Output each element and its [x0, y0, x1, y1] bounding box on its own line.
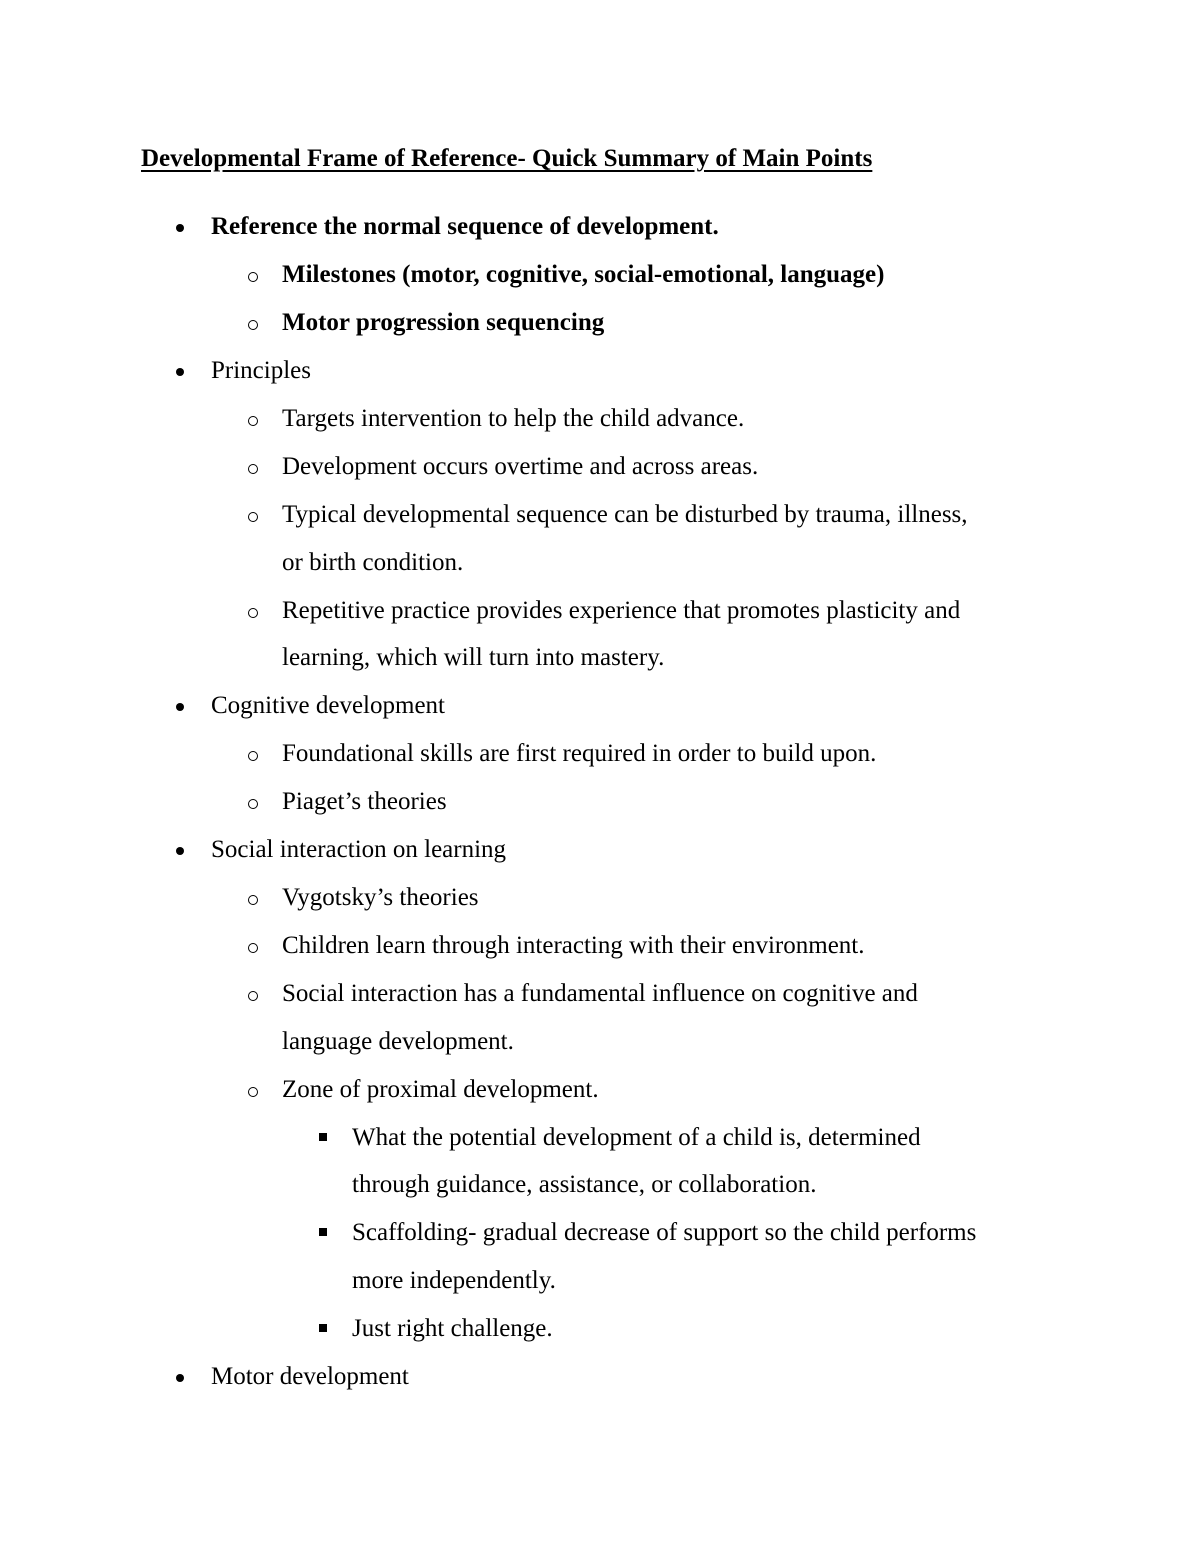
list-item-text: Development occurs overtime and across areas.	[282, 453, 759, 480]
list-item-text: Motor development	[211, 1362, 409, 1390]
list-item-text: Social interaction has a fundamental influence on cognitive and	[282, 980, 918, 1007]
list-item-text: Principles	[211, 357, 311, 384]
list-item-text: Piaget’s theories	[282, 788, 447, 815]
list-item-text: Motor progression sequencing	[282, 309, 605, 336]
bullet-circle-icon	[248, 943, 258, 953]
list-item-text: What the potential development of a child is, determined	[352, 1123, 921, 1151]
list-item-text: Just right challenge.	[352, 1314, 553, 1342]
bullet-circle-icon	[248, 272, 258, 282]
bullet-circle-icon	[248, 608, 258, 618]
bullet-square-icon	[319, 1133, 327, 1141]
bullet-square-icon	[319, 1324, 327, 1332]
list-item-text: Repetitive practice provides experience that promotes plasticity and	[282, 596, 961, 624]
list-item-text: Reference the normal sequence of development.	[211, 213, 719, 240]
list-item-text: more independently.	[352, 1266, 556, 1294]
bullet-dot-icon	[176, 368, 184, 376]
list-item-text: learning, which will turn into mastery.	[282, 644, 665, 671]
bullet-dot-icon	[176, 1374, 184, 1382]
list-item-text: Scaffolding- gradual decrease of support so the child performs	[352, 1219, 977, 1246]
bullet-circle-icon	[248, 512, 258, 522]
bullet-circle-icon	[248, 751, 258, 761]
bullet-circle-icon	[248, 320, 258, 330]
list-item-text: Children learn through interacting with their environment.	[282, 932, 865, 959]
list-item-text: or birth condition.	[282, 548, 464, 576]
list-item-text: Targets intervention to help the child advance.	[282, 405, 745, 432]
bullet-circle-icon	[248, 991, 258, 1001]
bullet-dot-icon	[176, 847, 184, 855]
bullet-circle-icon	[248, 464, 258, 474]
bullet-dot-icon	[176, 703, 184, 711]
list-item-text: Social interaction on learning	[211, 836, 507, 863]
bullet-circle-icon	[248, 1087, 258, 1097]
list-item-text: through guidance, assistance, or collaboration.	[352, 1171, 817, 1198]
bullet-dot-icon	[176, 224, 184, 232]
list-item-text: Foundational skills are first required in order to build upon.	[282, 740, 877, 767]
bullet-circle-icon	[248, 416, 258, 426]
bullet-circle-icon	[248, 895, 258, 905]
bullet-square-icon	[319, 1228, 327, 1236]
bullet-circle-icon	[248, 799, 258, 809]
document-title: Developmental Frame of Reference- Quick Summary of Main Points	[141, 145, 873, 172]
list-item-text: Zone of proximal development.	[282, 1075, 599, 1103]
list-item-text: Milestones (motor, cognitive, social-emotional, language)	[282, 261, 885, 288]
list-item-text: language development.	[282, 1027, 514, 1055]
list-item-text: Vygotsky’s theories	[282, 884, 479, 911]
list-item-text: Cognitive development	[211, 692, 445, 719]
list-item-text: Typical developmental sequence can be disturbed by trauma, illness,	[282, 501, 968, 528]
